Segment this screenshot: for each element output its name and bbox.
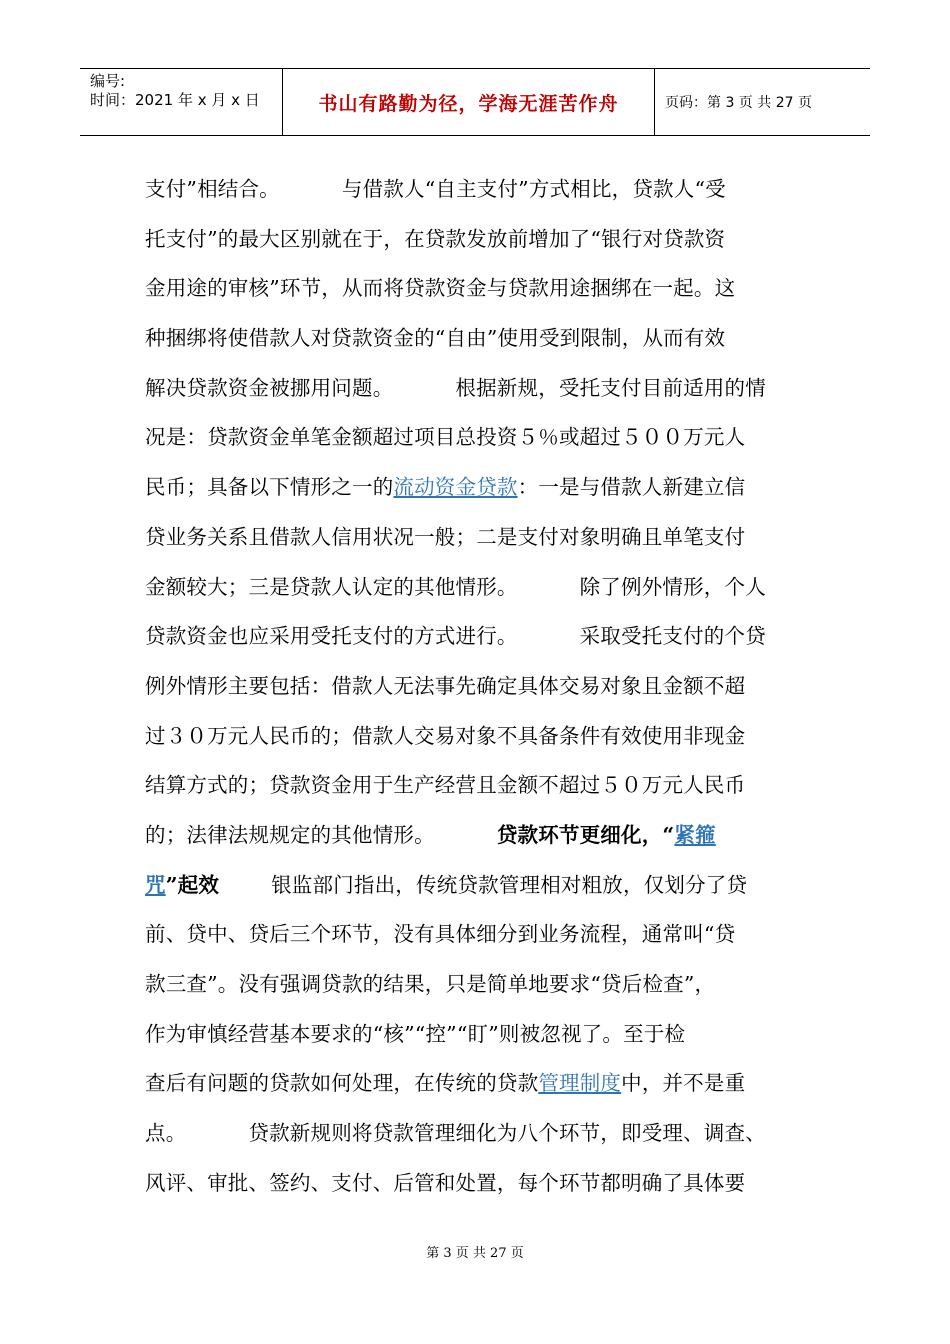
text-line (145, 364, 810, 414)
text-segment: 查后有问题的贷款如何处理，在传统的贷款 (145, 1071, 539, 1096)
link-management-system[interactable]: 管理制度 (538, 1071, 622, 1096)
text-line (145, 861, 810, 911)
text-segment: ：一是与借款人新建立信 (517, 475, 746, 500)
text-line: 金用途的审核”环节，从而将贷款资金与贷款用途捆绑在一起。这 (145, 276, 736, 301)
text-line: 款三查”。没有强调贷款的结果，只是简单地要求“贷后检查”， (145, 972, 716, 996)
link-tight-hoop-end[interactable]: 咒 (145, 872, 166, 897)
text-segment: 采取受托支付的个贷 (579, 624, 766, 649)
text-segment: 支付”相结合。 (145, 177, 280, 201)
text-line: 种捆绑将使借款人对贷款资金的“自由”使用受到限制，从而有效 (145, 326, 726, 351)
text-line: 作为审慎经营基本要求的“核”“控”“盯”则被忽视了。至于检 (145, 1021, 686, 1046)
header-motto: 书山有路勤为径，学海无涯苦作舟 (283, 69, 655, 135)
text-segment: 民币；具备以下情形之一的 (145, 475, 394, 500)
serial-label: 编号: (90, 72, 126, 90)
text-segment: 金额较大；三是贷款人认定的其他情形。 (145, 574, 518, 599)
text-segment: 点。 (145, 1121, 187, 1146)
time-label: 时间：2021 年 x 月 x 日 (90, 91, 260, 109)
text-segment: 根据新规，受托支付目前适用的情 (455, 375, 766, 400)
document-body (145, 165, 810, 1208)
text-segment: 除了例外情形，个人 (579, 574, 766, 599)
link-tight-hoop[interactable]: 紧箍 (674, 822, 716, 847)
text-line (145, 1059, 810, 1109)
section-heading: 贷款环节更细化，“ (496, 822, 675, 847)
text-segment: 贷款资金也应采用受托支付的方式进行。 (145, 624, 518, 649)
text-segment: 银监部门指出，传统贷款管理相对粗放，仅划分了贷 (271, 872, 748, 897)
text-line (145, 811, 810, 861)
text-segment: 解决贷款资金被挪用问题。 (145, 375, 394, 400)
header-page-info: 页码：第 3 页 共 27 页 (665, 95, 812, 111)
link-liquidity-loan[interactable]: 流动资金贷款 (393, 475, 518, 500)
text-line (145, 563, 810, 613)
text-line (145, 612, 810, 662)
text-line: 过３０万元人民币的；借款人交易对象不具备条件有效使用非现金 (145, 723, 746, 748)
text-segment: 中，并不是重 (621, 1071, 746, 1096)
header-table (80, 68, 870, 136)
text-line: 托支付”的最大区别就在于，在贷款发放前增加了“银行对贷款资 (145, 226, 726, 251)
text-line (145, 1109, 810, 1159)
text-segment: 的；法律法规规定的其他情形。 (145, 822, 435, 847)
text-segment: 贷款新规则将贷款管理细化为八个环节，即受理、调查、 (248, 1121, 766, 1146)
text-line: 况是：贷款资金单笔金额超过项目总投资５％或超过５００万元人 (145, 425, 746, 450)
section-heading-end: ”起效 (165, 872, 220, 897)
text-segment: 与借款人“自主支付”方式相比，贷款人“受 (341, 177, 726, 201)
text-line: 例外情形主要包括：借款人无法事先确定具体交易对象且金额不超 (145, 673, 746, 698)
text-line (145, 165, 810, 215)
text-line: 结算方式的；贷款资金用于生产经营且金额不超过５０万元人民币 (145, 773, 746, 798)
header-meta-cell (80, 69, 283, 135)
page-footer: 第 3 页 共 27 页 (426, 1246, 524, 1261)
text-line: 风评、审批、签约、支付、后管和处置，每个环节都明确了具体要 (145, 1170, 746, 1195)
text-line (145, 463, 810, 513)
text-line: 贷业务关系且借款人信用状况一般；二是支付对象明确且单笔支付 (145, 524, 746, 549)
text-line: 前、贷中、贷后三个环节，没有具体细分到业务流程，通常叫“贷 (145, 922, 736, 947)
